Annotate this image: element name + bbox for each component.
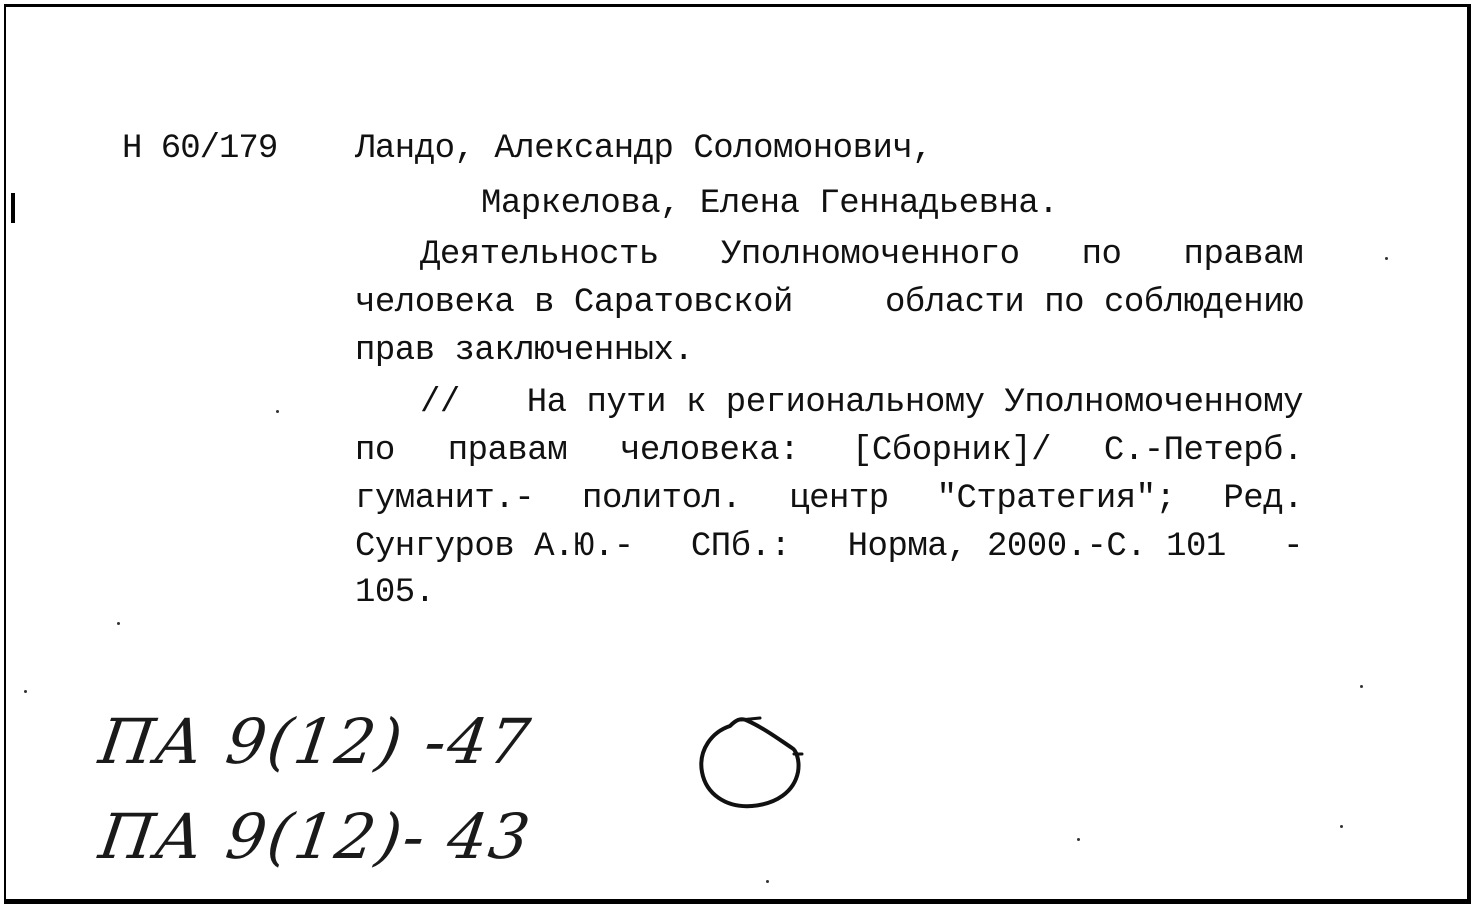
- title-word: Деятельность: [420, 236, 659, 274]
- source-line-2: [355, 428, 1303, 474]
- source-segment: Норма, 2000.-С. 101: [847, 528, 1226, 566]
- source-line-5: 105.: [355, 574, 435, 612]
- title-word: Уполномоченного: [720, 236, 1020, 274]
- handwritten-number-1: ПА 9(12) -47: [94, 705, 537, 778]
- hand-drawn-circle-icon: [690, 710, 810, 820]
- source-word: Ред.: [1223, 480, 1303, 518]
- scan-speck: [1385, 257, 1388, 260]
- scan-speck: [24, 690, 27, 693]
- handwritten-number-2: ПА 9(12)- 43: [94, 800, 537, 873]
- source-segment: //: [420, 384, 460, 422]
- source-line-3: [355, 476, 1303, 522]
- source-segment: На пути к региональному Уполномоченному: [526, 384, 1303, 422]
- source-segment: -: [1283, 528, 1303, 566]
- title-line-2: [355, 280, 1303, 326]
- source-word: [Сборник]/: [852, 432, 1052, 470]
- source-word: правам: [447, 432, 568, 470]
- title-line-1: [420, 232, 1303, 278]
- source-word: центр: [789, 480, 889, 518]
- scan-speck: [1077, 838, 1080, 841]
- title-segment: области по соблюдению: [885, 284, 1303, 322]
- title-word: правам: [1183, 236, 1303, 274]
- coauthor-line: Маркелова, Елена Геннадьевна.: [481, 185, 1059, 223]
- source-line-1: [420, 380, 1303, 426]
- title-segment: человека в Саратовской: [355, 284, 793, 322]
- source-segment: СПб.:: [690, 528, 791, 566]
- title-word: по: [1081, 236, 1122, 274]
- scan-speck: [276, 410, 279, 413]
- author-line: Ландо, Александр Соломонович,: [355, 130, 933, 168]
- source-line-4: [355, 524, 1303, 570]
- scan-speck: [1360, 685, 1363, 688]
- shelfmark: Н 60/179: [122, 130, 278, 168]
- source-word: по: [355, 432, 395, 470]
- source-word: человека:: [619, 432, 800, 470]
- source-word: С.-Петерб.: [1103, 432, 1303, 470]
- scan-speck: [117, 622, 120, 625]
- card-edge-mark: [11, 193, 15, 223]
- source-segment: Сунгуров А.Ю.-: [355, 528, 634, 566]
- scan-speck: [1340, 825, 1343, 828]
- source-word: политол.: [582, 480, 742, 518]
- source-word: гуманит.-: [355, 480, 535, 518]
- scan-speck: [766, 880, 769, 883]
- source-word: "Стратегия";: [936, 480, 1176, 518]
- title-line-3: прав заключенных.: [355, 332, 694, 370]
